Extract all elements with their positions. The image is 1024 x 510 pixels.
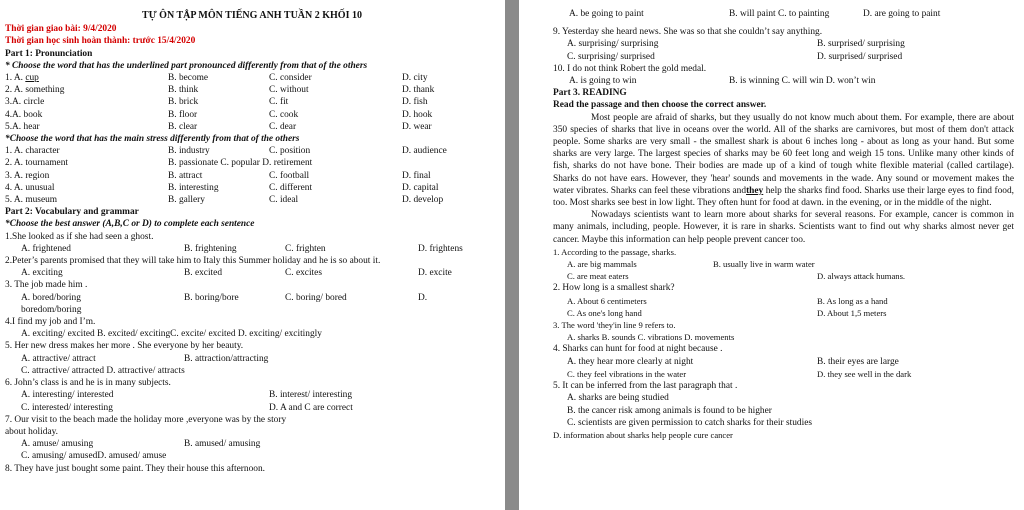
- part3-heading: Part 3. READING: [553, 88, 627, 99]
- right-page: [519, 0, 1024, 510]
- stress-row: 5. A. museum B. gallery C. ideal D. develop: [5, 195, 444, 206]
- option-b: B. the cancer risk among animals is found to be higher: [567, 405, 772, 416]
- options: C. interested/ interesting D. A and C are correct: [21, 402, 353, 413]
- deadline-date: Thời gian học sinh hoàn thành: trước 15/4/2020: [5, 36, 196, 47]
- options: A. is going to win B. is winning C. will win D. won’t win: [569, 76, 876, 87]
- question-8: 8. They have just bought some paint. They their house this afternoon.: [5, 463, 266, 474]
- question-5: 5. Her new dress makes her more . She everyone by her beauty.: [5, 341, 244, 352]
- options: C. As one's long hand D. About 1,5 meters: [567, 307, 887, 318]
- options: A. be going to paint B. will paint C. to painting D. are going to paint: [569, 9, 941, 19]
- reading-question-2: 2. How long is a smallest shark?: [553, 283, 675, 294]
- reading-question-4: 4. Sharks can hunt for food at night because .: [553, 344, 723, 355]
- question-1: 1.She looked as if she had seen a ghost.: [5, 231, 154, 242]
- part2-heading: Part 2: Vocabulary and grammar: [5, 207, 139, 218]
- option-d: D. information about sharks help people cure cancer: [553, 429, 733, 440]
- pron-row: 5.A. hear B. clear C. dear D. wear: [5, 121, 432, 132]
- part1-heading: Part 1: Pronunciation: [5, 48, 93, 59]
- reading-instruction: Read the passage and then choose the correct answer.: [553, 100, 767, 111]
- question-7-cont: about holiday.: [5, 426, 59, 437]
- options: C. they feel vibrations in the water D. they see well in the dark: [567, 368, 912, 379]
- stress-row: 3. A. region B. attract C. football D. final: [5, 170, 431, 181]
- question-4: 4.I find my job and I’m.: [5, 317, 96, 328]
- options: A. exciting/ excited B. excited/ excitingC. excite/ excited D. exciting/ excitingly: [21, 329, 322, 340]
- question-6: 6. John’s class is and he is in many subjects.: [5, 378, 171, 389]
- reading-question-5: 5. It can be inferred from the last paragraph that .: [553, 381, 738, 392]
- stress-row: 1. A. character B. industry C. position D. audience: [5, 146, 447, 157]
- grammar-instruction: *Choose the best answer (A,B,C or D) to complete each sentence: [5, 219, 255, 230]
- question-2: 2.Peter’s parents promised that they will take him to Italy this Summer holiday and he is so about it.: [5, 256, 381, 267]
- pron-row: 3.A. circle B. brick C. fit D. fish: [5, 97, 428, 108]
- options: A. amuse/ amusing B. amused/ amusing: [21, 439, 261, 450]
- stress-row: 2. A. tournament B. passionate C. popular D. retirement: [5, 158, 313, 169]
- options: A. sharks B. sounds C. vibrations D. movements: [567, 332, 735, 343]
- options: A. About 6 centimeters B. As long as a hand: [567, 295, 888, 306]
- option-continued: boredom/boring: [21, 304, 82, 315]
- reading-paragraph-2: Nowadays scientists want to learn more about sharks for several reasons. For example, cancer is common in many animals, including, people. However, it is rare in sharks. Scientists want to find out why sharks almost never get cancer. Maybe this information can help people prevent cancer too.: [553, 210, 1014, 245]
- stress-row: 4. A. unusual B. interesting C. different D. capital: [5, 182, 439, 193]
- worksheet-title: TỰ ÔN TẬP MÔN TIẾNG ANH TUẦN 2 KHỐI 10: [142, 10, 362, 21]
- question-9: 9. Yesterday she heard news. She was so that she couldn’t say anything.: [553, 27, 823, 38]
- options: A. bored/boring B. boring/bore C. boring/ bored D.: [21, 292, 428, 303]
- options: A. surprising/ surprising B. surprised/ surprising: [567, 39, 905, 50]
- question-10: 10. I do not think Robert the gold medal.: [553, 63, 707, 74]
- pronunciation-instruction: * Choose the word that has the underlined part pronounced differently from that of the others: [5, 60, 368, 71]
- stress-instruction: *Choose the word that has the main stress differently from that of the others: [5, 134, 300, 145]
- assigned-date: Thời gian giao bài: 9/4/2020: [5, 24, 117, 35]
- options: C. attractive/ attracted D. attractive/ attracts: [21, 365, 185, 376]
- left-page: [0, 0, 505, 510]
- options: A. are big mammals B. usually live in warm water: [567, 259, 815, 270]
- options: A. they hear more clearly at night B. their eyes are large: [567, 356, 899, 367]
- options: A. frightened B. frightening C. frighten D. frightens: [21, 243, 463, 254]
- question-3: 3. The job made him .: [5, 280, 88, 291]
- pron-row: 2. A. something B. think C. without D. thank: [5, 85, 435, 96]
- options: C. surprising/ surprised D. surprised/ surprised: [567, 51, 903, 62]
- pron-row: 1. A. cup B. become C. consider D. city: [5, 73, 428, 84]
- pron-row: 4.A. book B. floor C. cook D. hook: [5, 109, 433, 120]
- question-7: 7. Our visit to the beach made the holiday more ,everyone was by the story: [5, 414, 287, 425]
- options: A. interesting/ interested B. interest/ interesting: [21, 390, 353, 401]
- option-a: A. sharks are being studied: [567, 393, 669, 404]
- reading-paragraph-1: Most people are afraid of sharks, but they usually do not know much about them. For example, there are about 350 species of sharks that live in oceans over the world. All of the sharks are carnivores, but most of them don't attack people. Some sharks are very small - the smallest shark is about 6 inches long - about as long as your hand. But some sharks are very large. The largest species of sharks may be 60 feet long and weigh 15 tons. Unlike many other kinds of fish, sharks do not have bone. Their bodies are made up of a kind of tough white flexible material (called cartilage). Sharks do not have ears. However, they 'hear' sounds and movements in the wade. Any sound or movement makes the water vibrates. Sharks can feel these vibrations andthey help the sharks find food. Sharks use their large eyes to find food, too. Most sharks see best in low light. They often hunt for food at dawn. in the evening, or in the middle of the night.: [553, 112, 1014, 209]
- options: A. exciting B. excited C. excites D. excite: [21, 268, 452, 279]
- options: C. are meat eaters D. always attack humans.: [567, 271, 906, 282]
- options: A. attractive/ attract B. attraction/attracting: [21, 353, 269, 364]
- reading-question-1: 1. According to the passage, sharks.: [553, 246, 677, 257]
- options: C. amusing/ amusedD. amused/ amuse: [21, 451, 167, 462]
- reading-question-3: 3. The word 'they'in line 9 refers to.: [553, 320, 676, 331]
- option-c: C. scientists are given permission to catch sharks for their studies: [567, 417, 812, 428]
